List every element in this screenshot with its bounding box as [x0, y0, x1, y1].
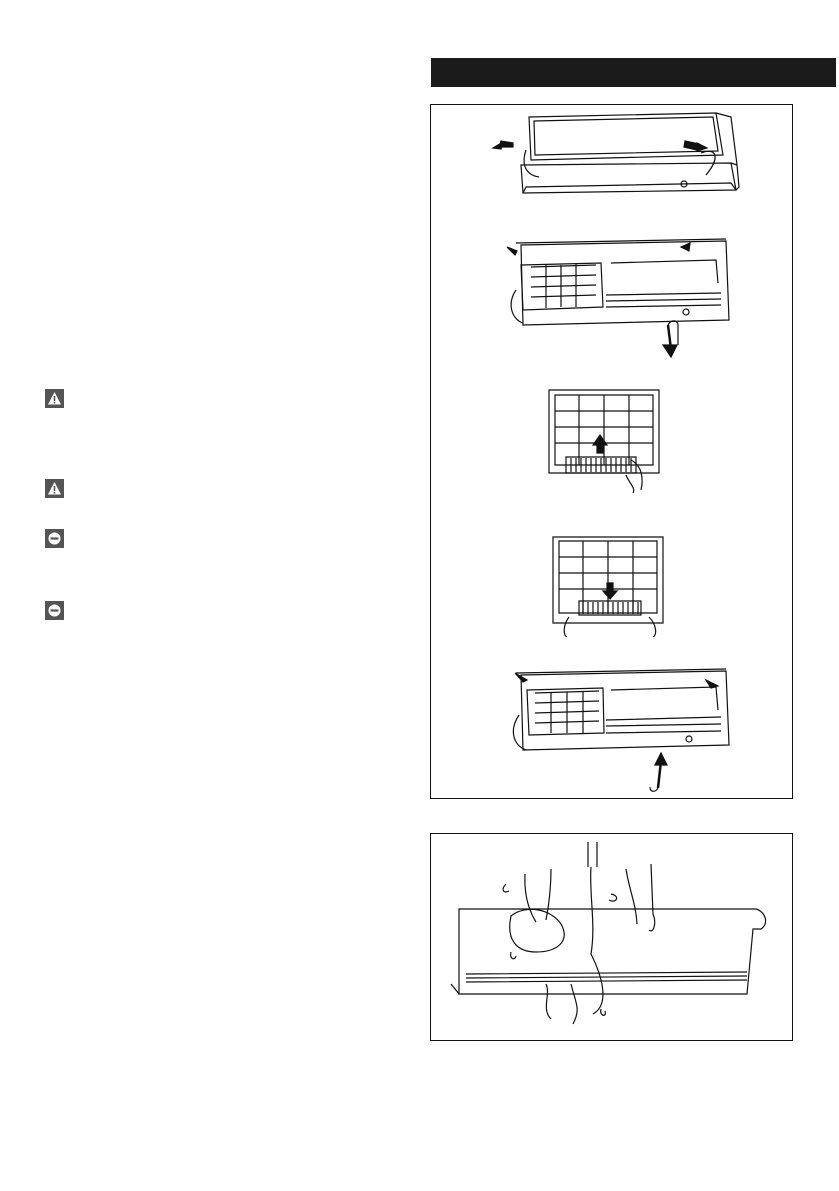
- warning-icon: [45, 479, 64, 498]
- wash-panel: [430, 833, 793, 1041]
- prohibited-icon: [45, 601, 64, 620]
- remove-front-panel-illustration: [493, 113, 739, 193]
- filter-steps-panel: [430, 104, 793, 799]
- prohibited-icon: [45, 529, 64, 548]
- wash-front-panel-illustration: [451, 842, 766, 1024]
- pull-out-filter-illustration: [507, 239, 729, 357]
- reinstall-filter-illustration: [513, 669, 729, 791]
- lift-filter-illustration: [549, 390, 659, 493]
- warning-icon: [45, 389, 64, 408]
- insert-filter-illustration: [553, 537, 663, 637]
- section-header-bar: [431, 58, 836, 87]
